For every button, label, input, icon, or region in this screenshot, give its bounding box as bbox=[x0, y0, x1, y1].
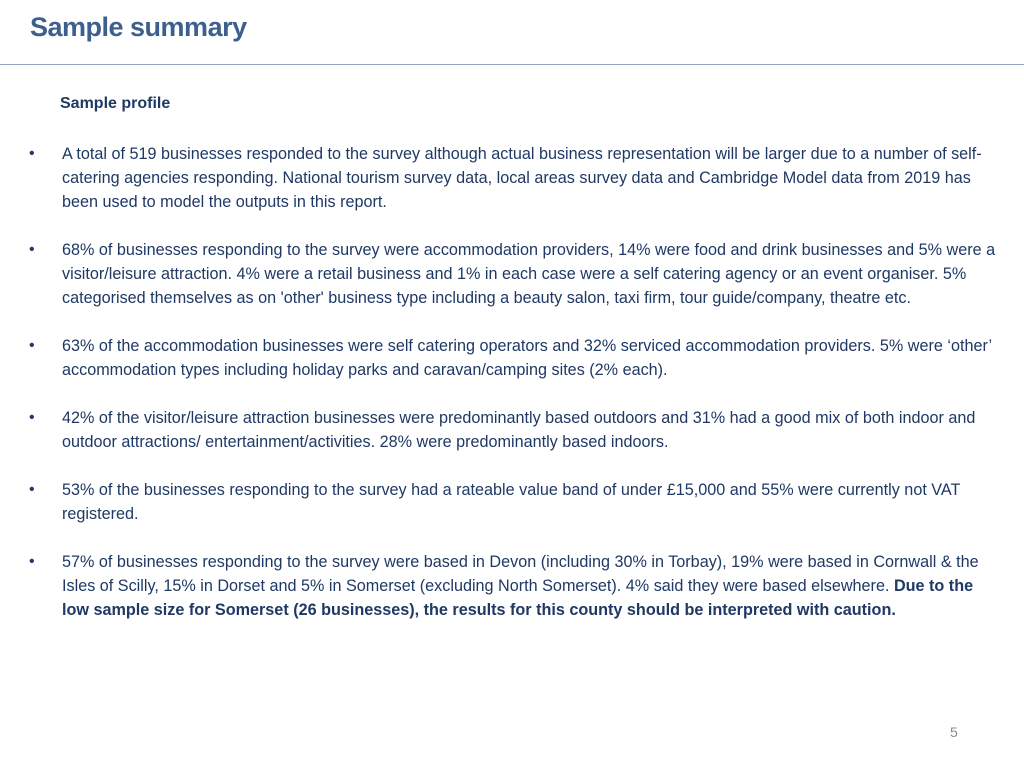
bullet-item-total-responses bbox=[0, 142, 1000, 214]
title-divider bbox=[0, 64, 1024, 65]
bullet-marker: • bbox=[29, 145, 35, 162]
bullet-marker: • bbox=[29, 553, 35, 570]
bullet-text: 53% of the businesses responding to the survey had a rateable value band of under £15,000 and 55% were currently not VAT registered. bbox=[62, 481, 961, 523]
bullet-marker: • bbox=[29, 337, 35, 354]
bullet-item-locations bbox=[0, 550, 1000, 622]
bullet-item-rateable-value bbox=[0, 478, 1000, 526]
bullet-item-business-types bbox=[0, 238, 1000, 310]
bullet-marker: • bbox=[29, 241, 35, 258]
slide-title: Sample summary bbox=[30, 12, 247, 42]
bullet-marker: • bbox=[29, 481, 35, 498]
caution-note: Due to the low sample size for Somerset (26 businesses), the results for this county should be interpreted with caution. bbox=[62, 577, 974, 619]
bullet-text: A total of 519 businesses responded to the survey although actual business representation will be larger due to a number of self-catering agencies responding. National tourism survey data, local areas survey data and Cambridge Model data from 2019 has been used to model the outputs in this report. bbox=[62, 145, 982, 211]
section-subtitle: Sample profile bbox=[60, 95, 171, 112]
bullet-item-accommodation-types bbox=[0, 334, 1000, 382]
bullet-text: 42% of the visitor/leisure attraction businesses were predominantly based outdoors and 31% had a good mix of both indoor and outdoor attractions/ entertainment/activities. 28% were predominantly based indoors. bbox=[62, 409, 976, 451]
bullet-list bbox=[0, 142, 1000, 646]
bullet-text: 68% of businesses responding to the survey were accommodation providers, 14% were food and drink businesses and 5% were a visitor/leisure attraction. 4% were a retail business and 1% in each case were a self catering agency or an event organiser. 5% categorised themselves as on 'other' business type including a beauty salon, taxi firm, tour guide/company, theatre etc. bbox=[62, 241, 996, 307]
bullet-text: 57% of businesses responding to the survey were based in Devon (including 30% in Torbay), 19% were based in Cornwall & the Isles of Scilly, 15% in Dorset and 5% in Somerset (excluding North Somerset). 4% said they were based elsewhere. bbox=[62, 553, 979, 595]
bullet-marker: • bbox=[29, 409, 35, 426]
bullet-item-attraction-types bbox=[0, 406, 1000, 454]
page-number: 5 bbox=[950, 724, 958, 740]
bullet-text: 63% of the accommodation businesses were self catering operators and 32% serviced accommodation providers. 5% were ‘other’ accommodation types including holiday parks and caravan/camping sites (2% each). bbox=[62, 337, 992, 379]
